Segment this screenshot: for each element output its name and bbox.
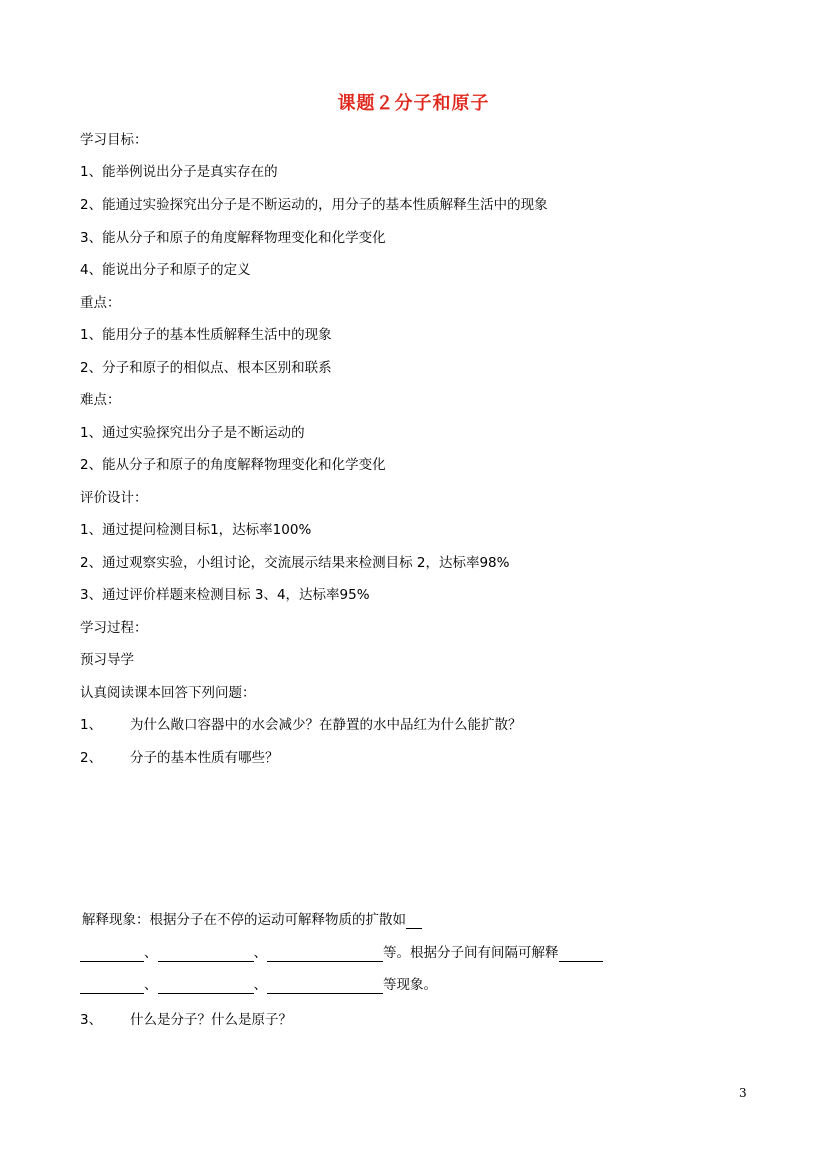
question-item [80, 716, 522, 734]
evaluation-item: 3、通过评价样题来检测目标 3、4，达标率95% [80, 587, 370, 603]
answer-blank[interactable] [80, 947, 144, 962]
question-number: 3、 [80, 1012, 103, 1028]
objective-item: 3、能从分子和原子的角度解释物理变化和化学变化 [80, 230, 386, 246]
difficult-point-item: 1、通过实验探究出分子是不断运动的 [80, 425, 305, 441]
difficult-point-item: 2、能从分子和原子的角度解释物理变化和化学变化 [80, 457, 386, 473]
key-heading: 重点： [80, 295, 121, 311]
answer-blank[interactable] [80, 979, 144, 994]
explanation-intro [82, 911, 422, 929]
question-number: 2、 [80, 750, 103, 766]
explanation-line-2 [80, 976, 437, 994]
explanation-line-1 [80, 944, 603, 962]
separator: 、 [144, 977, 158, 993]
question-number: 1、 [80, 717, 103, 733]
page-number: 3 [739, 1086, 747, 1100]
objectives-heading: 学习目标： [80, 132, 148, 148]
explanation-end-text: 等现象。 [383, 977, 437, 993]
question-item [80, 749, 279, 767]
key-point-item: 1、能用分子的基本性质解释生活中的现象 [80, 327, 332, 343]
difficult-heading: 难点： [80, 392, 121, 408]
objective-item: 1、能举例说出分子是真实存在的 [80, 164, 278, 180]
answer-blank[interactable] [267, 979, 383, 994]
evaluation-heading: 评价设计： [80, 490, 148, 506]
evaluation-item: 1、通过提问检测目标1，达标率100% [80, 522, 312, 538]
preview-heading: 预习导学 [80, 652, 134, 668]
explanation-intro-text: 解释现象：根据分子在不停的运动可解释物质的扩散如 [82, 912, 406, 928]
objective-item: 4、能说出分子和原子的定义 [80, 262, 251, 278]
answer-blank[interactable] [559, 947, 603, 962]
explanation-mid-text: 等。根据分子间有间隔可解释 [383, 945, 559, 961]
objective-item: 2、能通过实验探究出分子是不断运动的，用分子的基本性质解释生活中的现象 [80, 197, 548, 213]
document-title: 课题２分子和原子 [337, 93, 490, 114]
question-text: 什么是分子？什么是原子？ [130, 1012, 292, 1028]
answer-blank[interactable] [267, 947, 383, 962]
question-text: 为什么敞口容器中的水会减少？在静置的水中品红为什么能扩散？ [130, 717, 522, 733]
answer-blank[interactable] [158, 979, 254, 994]
answer-blank[interactable] [406, 914, 422, 929]
separator: 、 [253, 945, 267, 961]
question-item [80, 1011, 292, 1029]
key-point-item: 2、分子和原子的相似点、根本区别和联系 [80, 360, 332, 376]
question-text: 分子的基本性质有哪些？ [130, 750, 279, 766]
separator: 、 [253, 977, 267, 993]
separator: 、 [144, 945, 158, 961]
answer-blank[interactable] [158, 947, 254, 962]
reading-instruction: 认真阅读课本回答下列问题： [80, 685, 256, 701]
evaluation-item: 2、通过观察实验，小组讨论，交流展示结果来检测目标 2，达标率98% [80, 555, 510, 571]
process-heading: 学习过程： [80, 620, 148, 636]
